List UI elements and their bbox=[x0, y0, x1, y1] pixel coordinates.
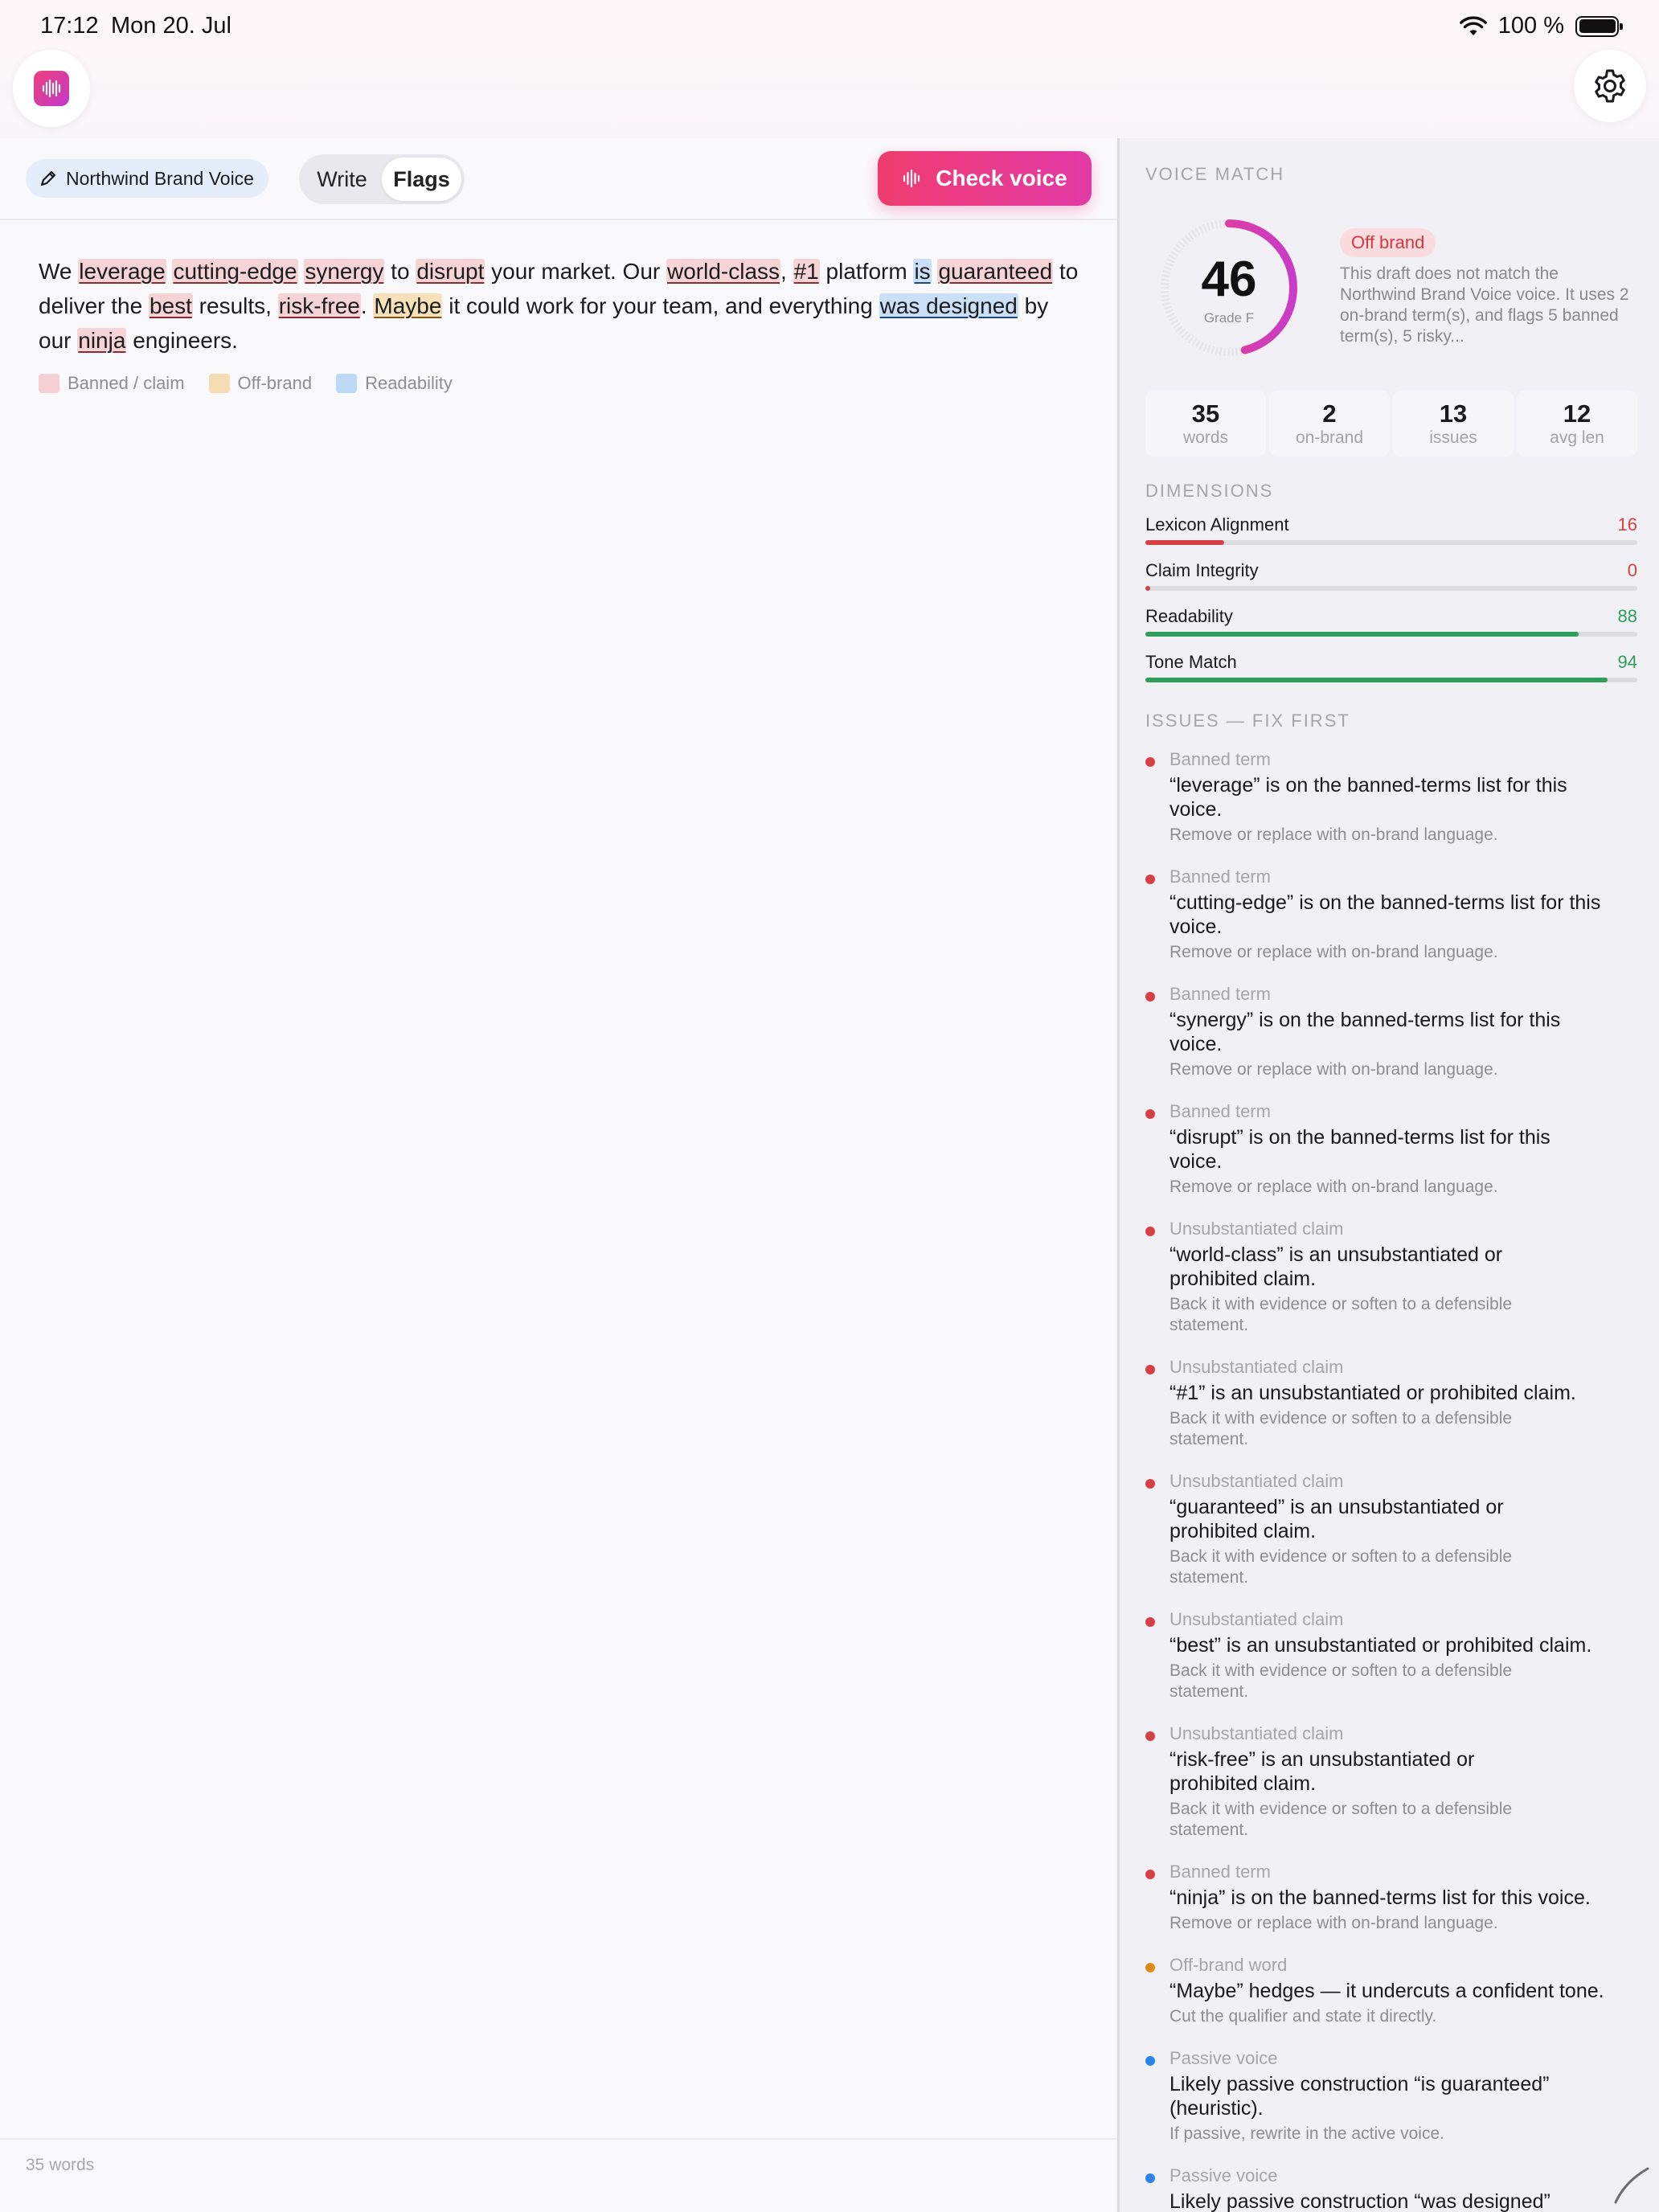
issue-severity-dot bbox=[1145, 1227, 1155, 1236]
issue-item[interactable] bbox=[1145, 1955, 1637, 2035]
dimension-fill bbox=[1145, 586, 1150, 591]
flagged-term-claim[interactable]: risk-free bbox=[278, 293, 360, 318]
issue-severity-dot bbox=[1145, 1963, 1155, 1972]
dimension-track bbox=[1145, 632, 1637, 637]
issue-severity-dot bbox=[1145, 2173, 1155, 2183]
issue-kind: Banned term bbox=[1169, 1101, 1271, 1121]
settings-button[interactable] bbox=[1574, 50, 1646, 122]
status-bar bbox=[0, 0, 1659, 51]
flagged-term-banned[interactable]: ninja bbox=[78, 328, 126, 353]
issue-fix: Back it with evidence or soften to a defensible statement. bbox=[1169, 1800, 1513, 1839]
stat-label: words bbox=[1182, 428, 1229, 447]
issue-item[interactable] bbox=[1145, 1219, 1637, 1339]
draft-segment: to deliver the bbox=[39, 259, 1079, 318]
dimension-name: Lexicon Alignment bbox=[1145, 514, 1289, 535]
legend-label: Off-brand bbox=[237, 373, 313, 393]
waveform-icon bbox=[902, 168, 923, 189]
draft-segment: by our bbox=[39, 293, 1049, 353]
issue-kind: Passive voice bbox=[1169, 2048, 1278, 2068]
flagged-term-banned[interactable]: disrupt bbox=[416, 259, 485, 284]
voice-selector-label: Northwind Brand Voice bbox=[66, 167, 254, 189]
dimension-value: 88 bbox=[1617, 606, 1637, 626]
check-voice-label: Check voice bbox=[936, 166, 1067, 190]
issue-kind: Unsubstantiated claim bbox=[1169, 1723, 1344, 1743]
issue-message: “#1” is an unsubstantiated or prohibited claim. bbox=[1169, 1382, 1576, 1404]
issue-severity-dot bbox=[1145, 1109, 1155, 1119]
legend-label: Banned / claim bbox=[68, 373, 185, 393]
legend-item-readability bbox=[336, 373, 453, 394]
tab-write[interactable]: Write bbox=[317, 166, 367, 191]
tab-flags[interactable]: Flags bbox=[382, 158, 461, 201]
dimension-track bbox=[1145, 678, 1637, 682]
issue-message: “risk-free” is an unsubstantiated or prohibited claim. bbox=[1169, 1748, 1475, 1795]
legend-item-banned bbox=[39, 373, 185, 394]
issue-kind: Unsubstantiated claim bbox=[1169, 1219, 1344, 1239]
draft-segment: , bbox=[780, 259, 793, 284]
issue-message: “world-class” is an unsubstantiated or prohibited claim. bbox=[1169, 1243, 1503, 1290]
issue-kind: Unsubstantiated claim bbox=[1169, 1357, 1344, 1377]
issue-severity-dot bbox=[1145, 1479, 1155, 1489]
issue-severity-dot bbox=[1145, 992, 1155, 1002]
flagged-term-claim[interactable]: best bbox=[149, 293, 192, 318]
stat-label: on-brand bbox=[1295, 428, 1364, 447]
issue-item[interactable] bbox=[1145, 1723, 1637, 1844]
flagged-term-offbrand[interactable]: Maybe bbox=[374, 293, 442, 318]
draft-segment: . bbox=[360, 293, 374, 318]
draft-segment: it could work for your team, and everything bbox=[442, 293, 879, 318]
resize-handle-icon[interactable] bbox=[1609, 2162, 1654, 2207]
dimension-readability bbox=[1145, 606, 1637, 645]
issue-message: “Maybe” hedges — it undercuts a confident tone. bbox=[1169, 1980, 1604, 2002]
issue-fix: Back it with evidence or soften to a defensible statement. bbox=[1169, 1547, 1513, 1587]
issue-kind: Banned term bbox=[1169, 749, 1271, 769]
dimension-name: Claim Integrity bbox=[1145, 560, 1259, 580]
issue-severity-dot bbox=[1145, 1731, 1155, 1741]
issue-fix: Remove or replace with on-brand language. bbox=[1169, 1060, 1498, 1079]
issue-kind: Banned term bbox=[1169, 866, 1271, 887]
flagged-term-readab[interactable]: is bbox=[914, 259, 931, 284]
stats-row bbox=[1145, 391, 1637, 457]
stat-issues bbox=[1393, 391, 1514, 457]
issue-kind: Banned term bbox=[1169, 1862, 1271, 1882]
status-date: Mon 20. Jul bbox=[111, 13, 231, 39]
stat-value: 35 bbox=[1191, 399, 1220, 428]
stat-label: issues bbox=[1429, 428, 1477, 447]
issue-kind: Off-brand word bbox=[1169, 1955, 1288, 1975]
issue-item[interactable] bbox=[1145, 749, 1637, 846]
app-icon-button[interactable] bbox=[13, 50, 90, 127]
issue-message: “synergy” is on the banned-terms list for this voice. bbox=[1169, 1009, 1561, 1055]
score-gauge bbox=[1157, 215, 1301, 360]
stat-on-brand bbox=[1269, 391, 1390, 457]
issue-item[interactable] bbox=[1145, 1609, 1637, 1706]
issue-fix: Remove or replace with on-brand language. bbox=[1169, 1178, 1498, 1196]
voice-match-title: VOICE MATCH bbox=[1145, 164, 1285, 184]
issue-severity-dot bbox=[1145, 1617, 1155, 1627]
issue-message: “cutting-edge” is on the banned-terms list for this voice. bbox=[1169, 891, 1601, 938]
issue-message: “best” is an unsubstantiated or prohibited claim. bbox=[1169, 1634, 1592, 1657]
draft-segment: to bbox=[384, 259, 416, 284]
status-badge: Off brand bbox=[1340, 228, 1436, 257]
editor-footer bbox=[0, 2138, 1117, 2186]
issue-kind: Unsubstantiated claim bbox=[1169, 1471, 1344, 1491]
flagged-term-banned[interactable]: cutting-edge bbox=[173, 259, 297, 284]
dimension-value: 16 bbox=[1617, 514, 1637, 535]
flagged-term-readab[interactable]: was designed bbox=[879, 293, 1018, 318]
highlight-legend bbox=[39, 373, 453, 394]
issue-item[interactable] bbox=[1145, 984, 1637, 1080]
draft-segment: engineers. bbox=[126, 328, 238, 353]
issue-fix: Back it with evidence or soften to a defensible statement. bbox=[1169, 1661, 1513, 1701]
issue-severity-dot bbox=[1145, 1870, 1155, 1879]
draft-segment: results, bbox=[192, 293, 278, 318]
legend-swatch bbox=[209, 374, 230, 393]
dimension-fill bbox=[1145, 540, 1224, 545]
stat-value: 12 bbox=[1563, 399, 1591, 428]
dimension-fill bbox=[1145, 632, 1579, 637]
issue-severity-dot bbox=[1145, 1365, 1155, 1374]
issue-severity-dot bbox=[1145, 875, 1155, 884]
word-count: 35 words bbox=[26, 2156, 95, 2174]
issue-fix: If passive, rewrite in the active voice. bbox=[1169, 2124, 1444, 2143]
flagged-term-claim[interactable]: guaranteed bbox=[938, 259, 1053, 284]
score-value: 46 bbox=[1201, 252, 1257, 307]
mode-toggle bbox=[299, 154, 465, 204]
issue-kind: Banned term bbox=[1169, 984, 1271, 1004]
editor-toolbar bbox=[0, 138, 1117, 220]
flagged-term-banned[interactable]: leverage bbox=[79, 259, 166, 284]
issue-message: Likely passive construction “is guaranteed” (heuristic). bbox=[1169, 2073, 1550, 2120]
status-indicators bbox=[1460, 13, 1619, 39]
dimension-name: Readability bbox=[1145, 606, 1233, 626]
issue-fix: Back it with evidence or soften to a defensible statement. bbox=[1169, 1295, 1513, 1334]
issue-fix: Cut the qualifier and state it directly. bbox=[1169, 2007, 1437, 2026]
issue-item[interactable] bbox=[1145, 866, 1637, 963]
legend-item-offbrand bbox=[209, 373, 313, 394]
issue-severity-dot bbox=[1145, 757, 1155, 767]
dimension-lexicon-alignment bbox=[1145, 514, 1637, 553]
draft-text[interactable] bbox=[39, 254, 1083, 358]
issue-message: “ninja” is on the banned-terms list for this voice. bbox=[1169, 1886, 1591, 1909]
battery-percent: 100 % bbox=[1497, 13, 1564, 39]
dimension-fill bbox=[1145, 678, 1608, 682]
issue-message: “leverage” is on the banned-terms list for this voice. bbox=[1169, 774, 1567, 821]
voice-selector[interactable] bbox=[26, 159, 268, 198]
voice-match-panel bbox=[1117, 138, 1659, 2212]
dimension-tone-match bbox=[1145, 652, 1637, 690]
issue-item[interactable] bbox=[1145, 2048, 1637, 2144]
legend-swatch bbox=[39, 374, 59, 393]
issue-fix: Remove or replace with on-brand language. bbox=[1169, 825, 1498, 844]
check-voice-button[interactable] bbox=[878, 151, 1092, 206]
editor-pane bbox=[0, 138, 1117, 2212]
issue-message: “disrupt” is on the banned-terms list for this voice. bbox=[1169, 1126, 1550, 1173]
dimension-value: 0 bbox=[1627, 560, 1637, 580]
dimension-claim-integrity bbox=[1145, 560, 1637, 599]
issue-severity-dot bbox=[1145, 2056, 1155, 2066]
wifi-icon bbox=[1460, 16, 1487, 37]
issue-item[interactable] bbox=[1145, 1357, 1637, 1453]
stat-value: 13 bbox=[1439, 399, 1468, 428]
stat-label: avg len bbox=[1550, 428, 1604, 447]
draft-segment: platform bbox=[819, 259, 914, 284]
stat-words bbox=[1145, 391, 1266, 457]
flagged-term-claim[interactable]: #1 bbox=[793, 259, 819, 284]
issues-title: ISSUES — FIX FIRST bbox=[1145, 711, 1350, 731]
stat-value: 2 bbox=[1322, 399, 1337, 428]
verdict-summary: This draft does not match the Northwind Brand Voice voice. It uses 2 on-brand term(s), and flags 5 banned term(s), 5 risky... bbox=[1340, 264, 1629, 346]
issue-item[interactable] bbox=[1145, 1471, 1637, 1591]
issue-item[interactable] bbox=[1145, 2165, 1637, 2212]
issue-message: Likely passive construction “was designed” bbox=[1169, 2190, 1550, 2212]
stat-avg-len bbox=[1517, 391, 1637, 457]
dimension-name: Tone Match bbox=[1145, 652, 1237, 672]
issue-fix: Remove or replace with on-brand language. bbox=[1169, 1914, 1498, 1932]
issue-item[interactable] bbox=[1145, 1862, 1637, 1942]
legend-label: Readability bbox=[365, 373, 453, 393]
issue-item[interactable] bbox=[1145, 1101, 1637, 1198]
issue-fix: Back it with evidence or soften to a defensible statement. bbox=[1169, 1409, 1513, 1448]
flagged-term-banned[interactable]: synergy bbox=[305, 259, 384, 284]
dimension-track bbox=[1145, 540, 1637, 545]
issue-fix: Remove or replace with on-brand language. bbox=[1169, 943, 1498, 961]
issue-kind: Unsubstantiated claim bbox=[1169, 1609, 1344, 1629]
draft-segment: We bbox=[39, 259, 79, 284]
flagged-term-claim[interactable]: world-class bbox=[667, 259, 780, 284]
draft-segment: your market. Our bbox=[485, 259, 666, 284]
legend-swatch bbox=[336, 374, 357, 393]
dimension-track bbox=[1145, 586, 1637, 591]
score-grade: Grade F bbox=[1203, 310, 1255, 326]
issue-message: “guaranteed” is an unsubstantiated or prohibited claim. bbox=[1169, 1496, 1504, 1542]
issue-kind: Passive voice bbox=[1169, 2165, 1278, 2185]
waveform-app-icon bbox=[34, 71, 69, 106]
dimensions-title: DIMENSIONS bbox=[1145, 481, 1274, 501]
status-time: 17:12 bbox=[40, 13, 99, 39]
battery-icon bbox=[1575, 16, 1619, 37]
pen-icon bbox=[39, 169, 58, 188]
dimension-value: 94 bbox=[1617, 652, 1637, 672]
gear-icon bbox=[1591, 68, 1628, 104]
